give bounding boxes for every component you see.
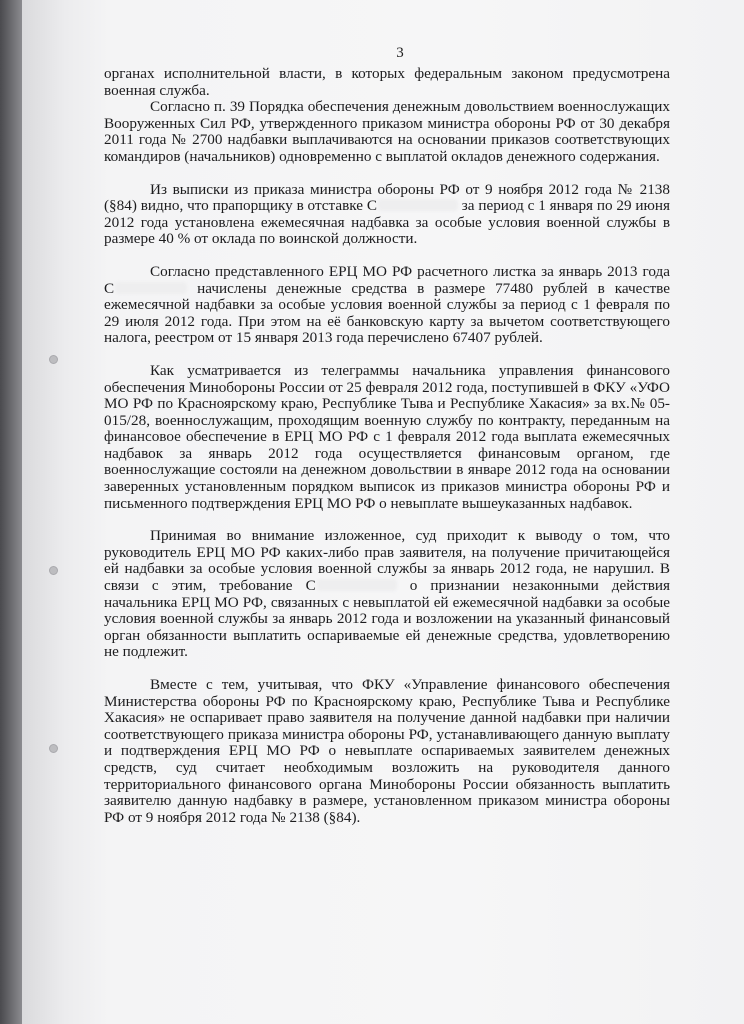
redacted-name xyxy=(317,579,397,591)
paragraph-text: Согласно представленного ЕРЦ МО РФ расчетного листка за январь 2013 года С xyxy=(104,262,670,297)
page-number: 3 xyxy=(396,45,404,61)
paragraph xyxy=(104,182,670,248)
paragraph-text: органах исполнительной власти, в которых федеральным законом предусмотрена военная служба. xyxy=(104,65,670,99)
paragraph-text: за период с 1 января по 29 июня 2012 года установлена ежемесячная надбавка за особые условия военной службы в размере 40 % от оклада по воинской должности. xyxy=(104,197,670,248)
paragraph-text: о признании незаконными действия начальника ЕРЦ МО РФ, связанных с невыплатой ей ежемесячной надбавки за особые условия военной службы за январь 2012 года и возложении на указанный финансовый орган обязанности выплатить оспариваемые ей денежные средства, удовлетворению не подлежит. xyxy=(104,577,670,661)
punch-hole xyxy=(49,355,58,364)
paragraph-text: Принимая во внимание изложенное, суд приходит к выводу о том, что руководитель ЕРЦ МО РФ каких-либо прав заявителя, на получение причитающейся ей надбавки за особые условия военной службы за январь 2012 года, не нарушил. В связи с этим, требование С xyxy=(104,527,670,595)
redacted-name xyxy=(378,199,458,211)
paragraph xyxy=(104,99,670,165)
paragraph-text: начислены денежные средства в размере 77480 рублей в качестве ежемесячной надбавки за особые условия военной службы за период с 1 февраля по 29 июля 2012 года. При этом на её банковскую карту за вычетом соответствующего налога, реестром от 15 января 2013 года перечислено 67407 рублей. xyxy=(104,279,670,347)
punch-hole xyxy=(49,744,58,753)
paragraph xyxy=(104,528,670,661)
paragraph-text: Из выписки из приказа министра обороны РФ от 9 ноября 2012 года № 2138 (§84) видно, что прапорщику в отставке С xyxy=(104,180,670,215)
punch-hole xyxy=(49,566,58,575)
paragraph xyxy=(104,264,670,347)
paragraph-text: Как усматривается из телеграммы начальника управления финансового обеспечения Минобороны России от 25 февраля 2012 года, поступившей в ФКУ «УФО МО РФ по Красноярскому краю, Республике Тыва и Республике Хакасия» за вх.№ 05-015/28, военнослужащим, проходящим военную службу по контракту, переданным на финансовое обеспечение в ЕРЦ МО РФ с 1 февраля 2012 года выплата ежемесячных надбавок за январь 2012 года осуществляется финансовым органом, где военнослужащие состояли на денежном довольствии в январе 2012 года на основании заверенных установленным порядком выписок из приказов министра обороны РФ и письменного подтверждения ЕРЦ МО РФ о невыплате вышеуказанных надбавок. xyxy=(104,361,670,512)
paragraph-text: Вместе с тем, учитывая, что ФКУ «Управление финансового обеспечения Министерства обороны РФ по Красноярскому краю, Республике Тыва и Республике Хакасия» не оспаривает право заявителя на получение данной надбавки при наличии соответствующего приказа министра обороны РФ, устанавливающего данную выплату и подтверждения ЕРЦ МО РФ о невыплате оспариваемых заявителем денежных средств, суд считает необходимым возложить на руководителя данного территориального финансового органа Минобороны России обязанность выплатить заявителю данную надбавку в размере, установленном приказом министра обороны РФ от 9 ноября 2012 года № 2138 (§84). xyxy=(104,676,670,826)
paragraph xyxy=(104,677,670,826)
document-body xyxy=(104,66,670,826)
paragraph xyxy=(104,363,670,512)
paragraph-text: Согласно п. 39 Порядка обеспечения денежным довольствием военнослужащих Вооруженных Сил РФ, утвержденного приказом министра обороны РФ от 30 декабря 2011 года № 2700 надбавки выплачиваются на основании приказов соответствующих командиров (начальников) одновременно с выплатой окладов денежного содержания. xyxy=(104,98,670,165)
document-page xyxy=(22,0,744,1024)
paragraph xyxy=(104,66,670,99)
redacted-name xyxy=(115,282,187,294)
